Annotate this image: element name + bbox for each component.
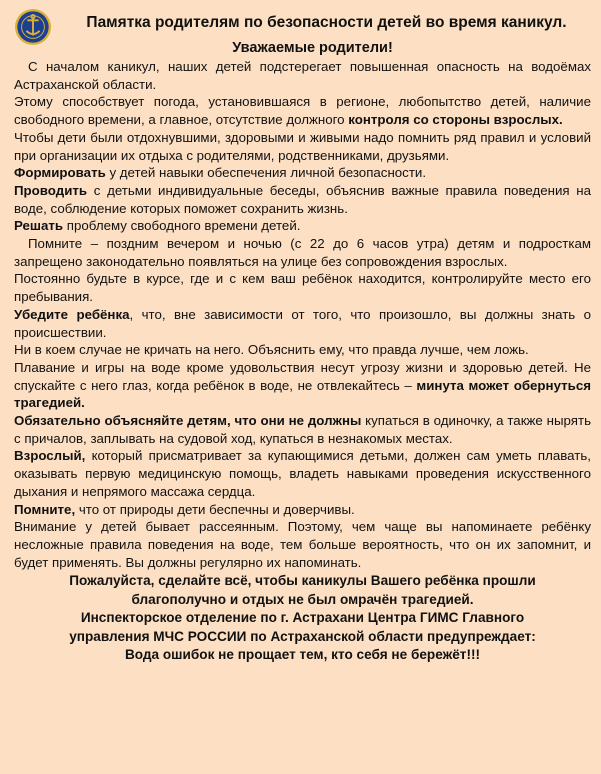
mchs-gims-emblem-icon	[14, 8, 52, 46]
paragraph	[14, 129, 591, 164]
closing-line: Инспекторское отделение по г. Астрахани Центра ГИМС Главного	[80, 610, 525, 626]
page-subtitle: Уважаемые родители!	[232, 40, 393, 56]
paragraph-text: С началом каникул, наших детей подстерегает повышенная опасность на водоёмах Астраханской области.	[14, 59, 591, 92]
paragraph	[14, 58, 591, 93]
paragraph	[14, 341, 591, 359]
memo-body	[14, 58, 591, 571]
paragraph	[14, 270, 591, 305]
paragraph	[14, 164, 591, 182]
paragraph-text: проблему свободного времени детей.	[63, 218, 301, 234]
paragraph	[14, 501, 591, 519]
emphasis-text: Убедите ребёнка	[14, 306, 130, 322]
paragraph-text: Постоянно будьте в курсе, где и с кем ваш ребёнок находится, контролируйте место его пребывания.	[14, 271, 591, 305]
paragraph-text: купаться в одиночку, а также нырять с причалов, заплывать на судовой ход, купаться в незнакомых местах.	[14, 413, 591, 446]
paragraph	[14, 182, 591, 217]
emphasis-text: Решать	[14, 218, 64, 234]
paragraph-text: что от природы дети беспечны и доверчивы.	[75, 501, 355, 517]
paragraph	[14, 447, 591, 500]
emphasis-text: Проводить	[14, 182, 88, 198]
paragraph-text: Помните – поздним вечером и ночью (с 22 до 6 часов утра) детям и подросткам запрещено законодательно появляться на улице без сопровождения взрослых.	[14, 236, 591, 269]
emphasis-text: Обязательно объясняйте детям, что они не должны	[14, 413, 362, 429]
emphasis-text: Формировать	[14, 165, 106, 181]
paragraph	[14, 412, 591, 447]
paragraph	[14, 306, 591, 341]
closing-block	[14, 572, 591, 664]
paragraph-text: Ни в коем случае не кричать на него. Объяснить ему, что правда лучше, чем ложь.	[14, 342, 529, 358]
paragraph	[14, 359, 591, 412]
closing-line: управления МЧС РОССИИ по Астраханской области предупреждает:	[69, 628, 536, 644]
emphasis-text: Взрослый,	[14, 448, 86, 464]
paragraph-text: Плавание и игры на воде кроме удовольствия несут угрозу жизни и здоровью детей. Не спускайте с него глаз, когда ребёнок в воде, не отвлекайтесь –	[14, 359, 591, 393]
paragraph	[14, 93, 591, 128]
emphasis-text: Помните,	[14, 501, 76, 517]
paragraph-text: который присматривает за купающимися детьми, должен сам уметь плавать, оказывать первую медицинскую помощь, владеть навыками проведения искусственного дыхания и непрямого массажа сердца.	[14, 448, 591, 499]
paragraph-text: Чтобы дети были отдохнувшими, здоровыми и живыми надо помнить ряд правил и условий при организации их отдыха с родителями, родственниками, друзьями.	[14, 129, 591, 163]
emphasis-text: контроля со стороны взрослых.	[348, 112, 563, 128]
closing-line: благополучно и отдых не был омрачён трагедией.	[131, 591, 474, 607]
paragraph-text: у детей навыки обеспечения личной безопасности.	[105, 165, 427, 181]
header	[14, 6, 591, 46]
paragraph-text: Внимание у детей бывает рассеянным. Поэтому, чем чаще вы напоминаете ребёнку несложные правила поведения на воде, тем больше вероятность, что он их запомнит, и будет применять. Вы должны регулярно их напоминать.	[14, 519, 591, 570]
closing-line: Пожалуйста, сделайте всё, чтобы каникулы Вашего ребёнка прошли	[69, 573, 536, 589]
paragraph	[14, 518, 591, 571]
paragraph-text: Этому способствует погода, установившаяся в регионе, любопытство детей, наличие свободного времени, а главное, отсутствие должного	[14, 94, 591, 128]
closing-line: Вода ошибок не прощает тем, кто себя не бережёт!!!	[124, 647, 481, 663]
paragraph	[14, 217, 591, 235]
page-title: Памятка родителям по безопасности детей во время каникул.	[86, 14, 567, 31]
paragraph-text: с детьми индивидуальные беседы, объяснив важные правила поведения на воде, соблюдение которых поможет сохранить жизнь.	[14, 182, 591, 216]
emphasis-text: минута может обернуться трагедией.	[14, 377, 591, 411]
paragraph	[14, 235, 591, 270]
paragraph-text: , что, вне зависимости от того, что произошло, вы должны знать о происшествии.	[14, 306, 592, 340]
